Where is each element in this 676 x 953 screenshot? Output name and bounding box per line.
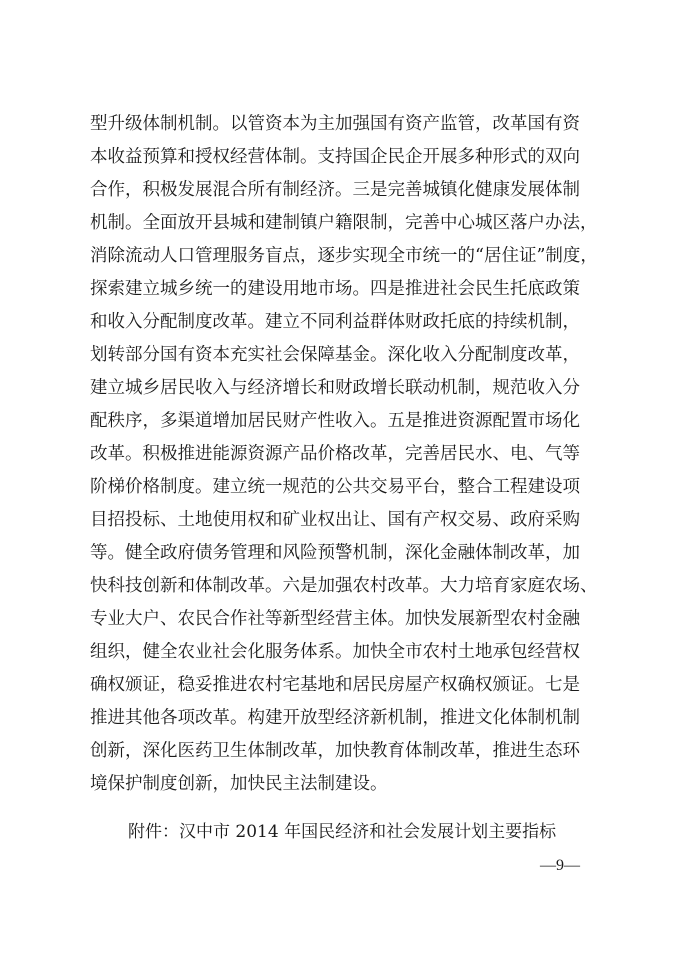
body-line: 等。健全政府债务管理和风险预警机制，深化金融体制改革，加 — [90, 543, 580, 563]
body-line: 境保护制度创新，加快民主法制建设。 — [90, 774, 388, 794]
body-line: 合作，积极发展混合所有制经济。三是完善城镇化健康发展体制 — [90, 180, 580, 200]
attachment-note: 附件：汉中市 2014 年国民经济和社会发展计划主要指标 — [128, 822, 557, 842]
body-line: 专业大户、农民合作社等新型经营主体。加快发展新型农村金融 — [90, 609, 580, 629]
body-line: 建立城乡居民收入与经济增长和财政增长联动机制，规范收入分 — [90, 378, 580, 398]
body-line: 划转部分国有资本充实社会保障基金。深化收入分配制度改革， — [90, 345, 580, 365]
body-line: 型升级体制机制。以管资本为主加强国有资产监管，改革国有资 — [90, 114, 580, 134]
body-line: 和收入分配制度改革。建立不同利益群体财政托底的持续机制， — [90, 312, 580, 332]
body-line: 确权颁证，稳妥推进农村宅基地和居民房屋产权确权颁证。七是 — [90, 675, 580, 695]
body-line: 创新，深化医药卫生体制改革，加快教育体制改革，推进生态环 — [90, 741, 580, 761]
body-line: 改革。积极推进能源资源产品价格改革，完善居民水、电、气等 — [90, 444, 580, 464]
body-line: 推进其他各项改革。构建开放型经济新机制，推进文化体制机制 — [90, 708, 580, 728]
body-line: 探索建立城乡统一的建设用地市场。四是推进社会民生托底政策 — [90, 279, 580, 299]
body-line: 本收益预算和授权经营体制。支持国企民企开展多种形式的双向 — [90, 147, 580, 167]
body-line: 消除流动人口管理服务盲点，逐步实现全市统一的“居住证”制度， — [90, 246, 598, 266]
body-line: 快科技创新和体制改革。六是加强农村改革。大力培育家庭农场、 — [90, 576, 598, 596]
body-line: 机制。全面放开县城和建制镇户籍限制，完善中心城区落户办法， — [90, 213, 598, 233]
body-line: 阶梯价格制度。建立统一规范的公共交易平台，整合工程建设项 — [90, 477, 580, 497]
page-number: —9— — [540, 857, 580, 874]
body-line: 配秩序，多渠道增加居民财产性收入。五是推进资源配置市场化 — [90, 411, 580, 431]
body-line: 目招投标、土地使用权和矿业权出让、国有产权交易、政府采购 — [90, 510, 580, 530]
body-line: 组织，健全农业社会化服务体系。加快全市农村土地承包经营权 — [90, 642, 580, 662]
